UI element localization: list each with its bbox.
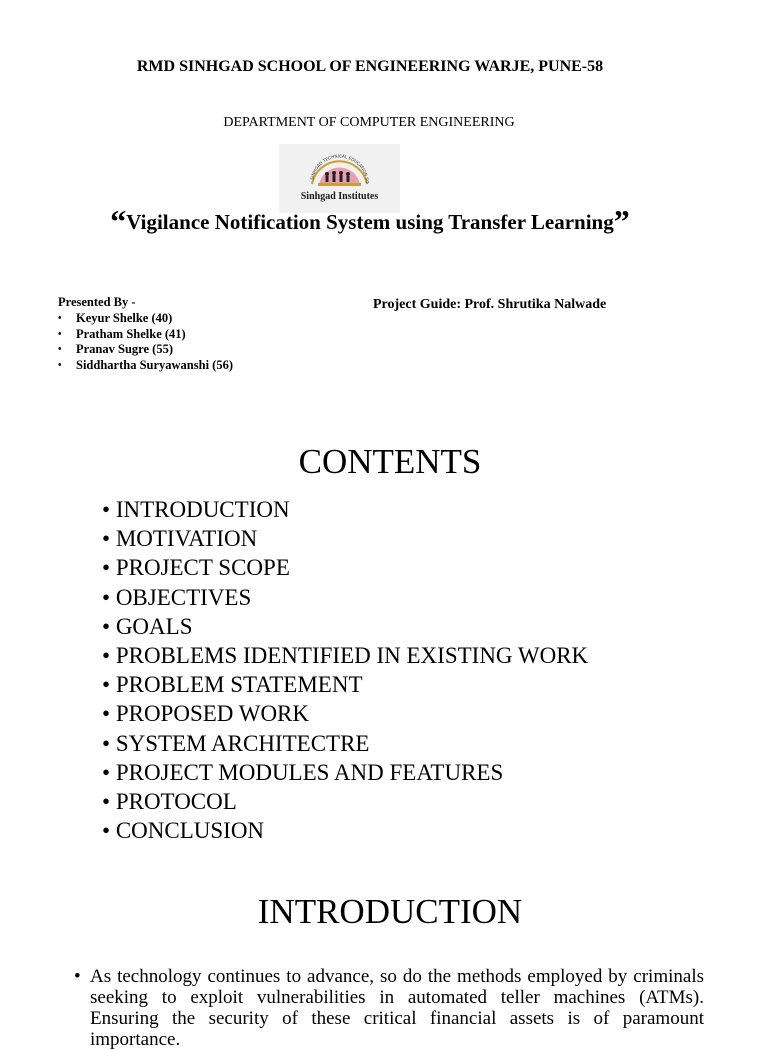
contents-item bbox=[102, 816, 588, 845]
contents-item bbox=[102, 670, 588, 699]
bullet-icon: • bbox=[102, 672, 116, 698]
contents-item bbox=[102, 583, 588, 612]
team-member-name: Pratham Shelke (41) bbox=[76, 326, 186, 341]
bullet-icon: • bbox=[58, 344, 62, 356]
bullet-icon: • bbox=[58, 328, 62, 340]
bullet-icon: • bbox=[102, 818, 116, 844]
title-open-quote: “ bbox=[110, 203, 127, 239]
bullet-icon: • bbox=[102, 555, 116, 581]
bullet-icon: • bbox=[102, 701, 116, 727]
contents-item bbox=[102, 699, 588, 728]
contents-item-label: PROBLEM STATEMENT bbox=[115, 672, 363, 698]
project-title bbox=[0, 203, 740, 239]
department-name: DEPARTMENT OF COMPUTER ENGINEERING bbox=[223, 115, 515, 130]
contents-item-label: PROJECT SCOPE bbox=[115, 555, 290, 581]
contents-item-label: GOALS bbox=[115, 613, 193, 639]
bullet-icon: • bbox=[102, 643, 116, 669]
team-member-name: Keyur Shelke (40) bbox=[76, 310, 173, 325]
bullet-icon: • bbox=[74, 966, 81, 987]
team-member-list bbox=[58, 311, 233, 374]
college-name: RMD SINHGAD SCHOOL OF ENGINEERING WARJE, PUNE-58 bbox=[136, 58, 604, 75]
bullet-icon: • bbox=[102, 759, 116, 785]
bullet-icon: • bbox=[102, 613, 116, 639]
contents-item-label: INTRODUCTION bbox=[115, 497, 290, 522]
institute-logo bbox=[279, 144, 400, 213]
contents-item-label: PROJECT MODULES AND FEATURES bbox=[115, 759, 504, 785]
contents-item-label: PROBLEMS IDENTIFIED IN EXISTING WORK bbox=[115, 643, 589, 669]
presented-by-section bbox=[58, 295, 233, 374]
introduction-text: As technology continues to advance, so do the methods employed by criminals seeking to exploit vulnerabilities in automated teller machines (ATMs). Ensuring the security of these critical financial assets is of paramount importance. bbox=[90, 966, 704, 1050]
contents-item bbox=[102, 641, 588, 670]
team-member bbox=[58, 311, 233, 327]
title-close-quote: ” bbox=[613, 203, 630, 239]
bullet-icon: • bbox=[102, 584, 116, 610]
team-member bbox=[58, 327, 233, 343]
contents-item-label: CONCLUSION bbox=[115, 818, 265, 844]
title-text: Vigilance Notification System using Transfer Learning bbox=[126, 210, 614, 234]
contents-heading: CONTENTS bbox=[298, 442, 482, 481]
logo-ring-text: SINHGAD TECHNICAL EDUCATION SO bbox=[309, 153, 371, 184]
contents-item bbox=[102, 553, 588, 582]
bullet-icon: • bbox=[58, 312, 62, 324]
team-member bbox=[58, 342, 233, 358]
contents-item bbox=[102, 729, 588, 758]
contents-item bbox=[102, 524, 588, 553]
bullet-icon: • bbox=[102, 730, 116, 756]
bullet-icon: • bbox=[58, 360, 62, 372]
contents-item bbox=[102, 758, 588, 787]
bullet-icon: • bbox=[102, 497, 116, 522]
logo-text: Sinhgad Institutes bbox=[300, 191, 379, 202]
bullet-icon: • bbox=[102, 789, 116, 815]
contents-item bbox=[102, 495, 588, 524]
team-member-name: Siddhartha Suryawanshi (56) bbox=[76, 358, 233, 373]
introduction-paragraph bbox=[74, 966, 704, 1050]
contents-item bbox=[102, 787, 588, 816]
contents-item-label: PROPOSED WORK bbox=[115, 701, 310, 727]
contents-item bbox=[102, 612, 588, 641]
introduction-heading: INTRODUCTION bbox=[257, 892, 523, 931]
presented-by-label: Presented By - bbox=[58, 295, 136, 309]
project-guide: Project Guide: Prof. Shrutika Nalwade bbox=[373, 297, 607, 312]
contents-list bbox=[102, 495, 588, 845]
logo-emblem-icon bbox=[279, 144, 400, 213]
logo-banner-shape bbox=[318, 183, 361, 186]
contents-item-label: PROTOCOL bbox=[115, 789, 237, 815]
contents-item-label: OBJECTIVES bbox=[115, 584, 252, 610]
team-member-name: Pranav Sugre (55) bbox=[76, 342, 173, 357]
contents-item-label: SYSTEM ARCHITECTRE bbox=[115, 730, 370, 756]
bullet-icon: • bbox=[102, 526, 116, 552]
team-member bbox=[58, 358, 233, 374]
contents-item-label: MOTIVATION bbox=[115, 526, 258, 552]
